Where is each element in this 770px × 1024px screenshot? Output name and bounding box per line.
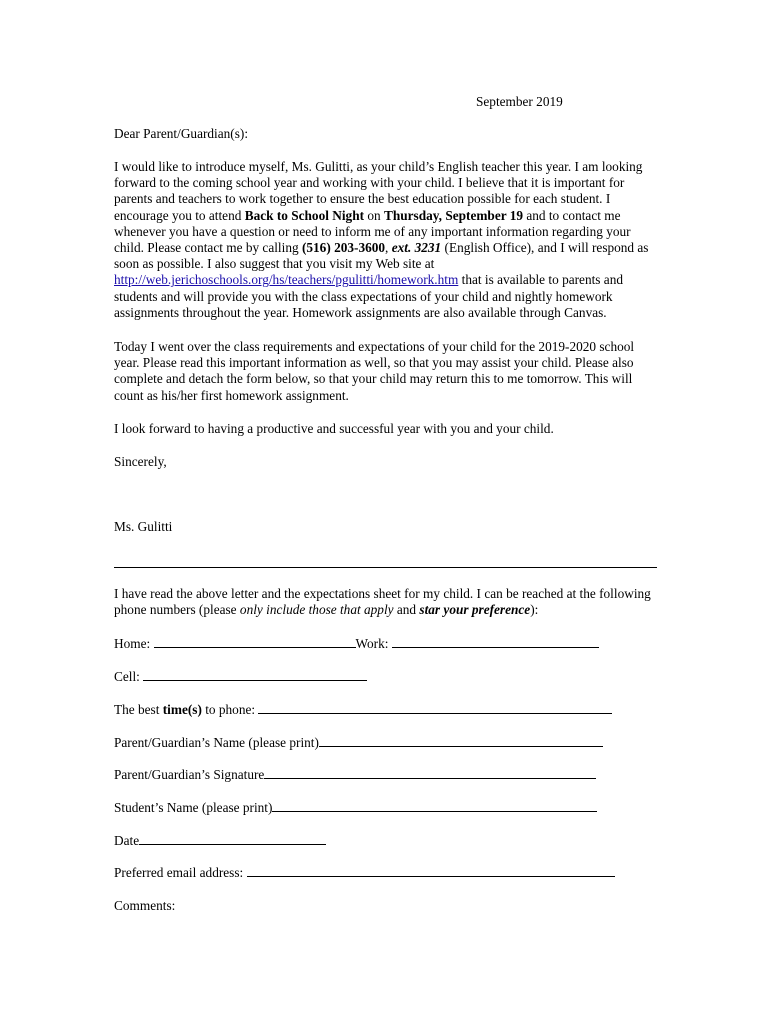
website-link[interactable]: http://web.jerichoschools.org/hs/teachers/pgulitti/homework.htm	[114, 272, 459, 288]
best-time-row: The best time(s) to phone:	[114, 702, 612, 718]
cell-phone-field[interactable]	[143, 669, 367, 681]
cell-row	[114, 669, 367, 685]
parent-signature-row	[114, 767, 596, 783]
date-field[interactable]	[139, 833, 326, 845]
phone-extension: ext. 3231	[391, 240, 442, 256]
best-time-field[interactable]	[258, 702, 612, 714]
parent-name-label: Parent/Guardian’s Name (please print)	[114, 735, 319, 750]
intro-paragraph: I would like to introduce myself, Ms. Gulitti, as your child’s English teacher this year. I am looking forward to the coming school year and working with your child. I believe that it is important for parents and teachers to work together to ensure the best education possible for each student. I encourage you to attend Back to School Night on Thursday, September 19 and to contact me whenever you have a question or need to inform me of any important information regarding your child. Please contact me by calling (516) 203-3600, ext. 3231 (English Office), and I will respond as soon as possible. I also suggest that you visit my Web site at http://web.jerichoschools.org/hs/teachers/pgulitti/homework.htm that is available to parents and students and will provide you with the class expectations of your child and nightly homework assignments throughout the year. Homework assignments are also available through Canvas.	[114, 159, 649, 320]
phone-fields	[114, 636, 599, 652]
closing-paragraph: I look forward to having a productive and successful year with you and your child.	[114, 421, 554, 436]
form-intro: I have read the above letter and the expectations sheet for my child. I can be reached at the following phone numbers (please only include those that apply and star your preference):	[114, 586, 651, 618]
parent-name-field[interactable]	[319, 735, 603, 747]
sincerely: Sincerely,	[114, 454, 167, 469]
parent-name-row	[114, 735, 603, 751]
comments-label: Comments:	[114, 898, 176, 913]
date-label: Date	[114, 833, 140, 848]
event-date: Thursday, September 19	[383, 207, 524, 223]
salutation: Dear Parent/Guardian(s):	[114, 126, 249, 141]
requirements-paragraph: Today I went over the class requirements and expectations of your child for the 2019-2020 school year. Please read this important information as well, so that you may assist your child. Please also complete and detach the form below, so that your child may return this to me tomorrow. This will count as his/her first homework assignment.	[114, 339, 635, 403]
letter-date: September 2019	[476, 94, 563, 109]
student-name-field[interactable]	[272, 800, 597, 812]
student-name-row	[114, 800, 597, 816]
home-phone-field[interactable]	[154, 636, 356, 648]
home-label: Home:	[114, 636, 154, 651]
parent-signature-label: Parent/Guardian’s Signature	[114, 767, 265, 782]
signature-name: Ms. Gulitti	[114, 519, 173, 534]
parent-signature-field[interactable]	[264, 767, 596, 779]
work-label: Work:	[355, 636, 392, 651]
work-phone-field[interactable]	[392, 636, 599, 648]
email-label: Preferred email address:	[114, 865, 247, 880]
email-field[interactable]	[247, 865, 615, 877]
event-name: Back to School Night	[244, 207, 365, 223]
phone-number: (516) 203-3600	[301, 240, 386, 256]
student-name-label: Student’s Name (please print)	[114, 800, 273, 815]
cell-label: Cell:	[114, 669, 144, 684]
date-row	[114, 833, 326, 849]
detach-divider	[114, 567, 657, 568]
email-row	[114, 865, 615, 881]
